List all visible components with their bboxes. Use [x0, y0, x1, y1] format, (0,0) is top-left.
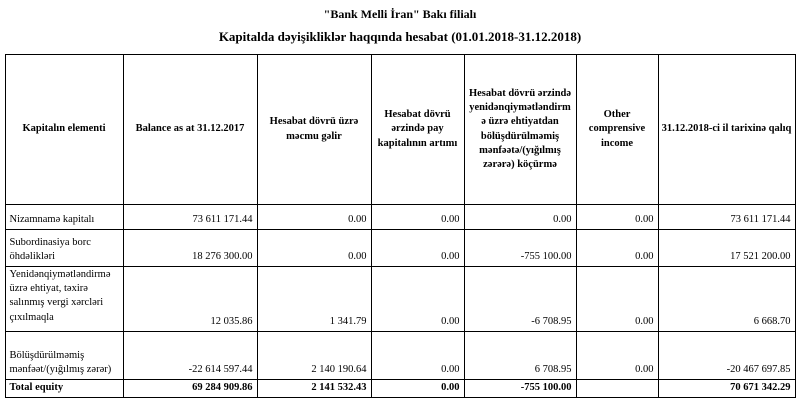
table-row-retained-earnings	[5, 332, 795, 380]
cell-value: 18 276 300.00	[123, 230, 257, 267]
cell-value: -6 708.95	[464, 267, 576, 332]
col-header-other-comprehensive-income: Other comprensive income	[576, 55, 658, 205]
col-header-capital-element: Kapitalın elementi	[5, 55, 123, 205]
col-header-total-income: Hesabat dövrü üzrə məcmu gəlir	[257, 55, 371, 205]
cell-value	[576, 380, 658, 398]
capital-changes-table	[5, 54, 796, 398]
cell-value: 0.00	[371, 380, 464, 398]
cell-value: 17 521 200.00	[658, 230, 795, 267]
bank-name-title: "Bank Melli İran" Bakı filialı	[323, 7, 477, 21]
col-header-share-capital-increase: Hesabat dövrü ərzində pay kapitalının artımı	[371, 55, 464, 205]
row-label: Bölüşdürülməmiş mənfəət/(yığılmış zərər)	[5, 332, 123, 380]
cell-value: 12 035.86	[123, 267, 257, 332]
row-label: Nizamnamə kapitalı	[5, 205, 123, 230]
cell-value: 73 611 171.44	[123, 205, 257, 230]
cell-value: -20 467 697.85	[658, 332, 795, 380]
table-row-charter-capital	[5, 205, 795, 230]
cell-value: 0.00	[576, 332, 658, 380]
cell-value: 0.00	[464, 205, 576, 230]
cell-value: 0.00	[371, 267, 464, 332]
cell-value: 0.00	[371, 230, 464, 267]
row-label: Subordinasiya borc öhdəlikləri	[5, 230, 123, 267]
cell-value: 6 668.70	[658, 267, 795, 332]
table-row-subordinated-debt	[5, 230, 795, 267]
cell-value: 0.00	[371, 205, 464, 230]
cell-value: 0.00	[576, 267, 658, 332]
cell-value: 69 284 909.86	[123, 380, 257, 398]
cell-value: -755 100.00	[464, 230, 576, 267]
col-header-balance-2017: Balance as at 31.12.2017	[123, 55, 257, 205]
cell-value: 73 611 171.44	[658, 205, 795, 230]
cell-value: 1 341.79	[257, 267, 371, 332]
cell-value: 0.00	[257, 205, 371, 230]
cell-value: 0.00	[576, 230, 658, 267]
report-title: Kapitalda dəyişikliklər haqqında hesabat (01.01.2018-31.12.2018)	[218, 29, 582, 44]
table-row-total-equity	[5, 380, 795, 398]
cell-value: -755 100.00	[464, 380, 576, 398]
col-header-balance-2018: 31.12.2018-ci il tarixinə qalıq	[658, 55, 795, 205]
cell-value: 0.00	[576, 205, 658, 230]
table-header-row	[5, 55, 795, 205]
cell-value: 0.00	[371, 332, 464, 380]
row-label: Yenidənqiymətləndirmə üzrə ehtiyat, təxirə salınmış vergi xərcləri çıxılmaqla	[5, 267, 123, 332]
cell-value: 2 141 532.43	[257, 380, 371, 398]
col-header-revaluation-transfer: Hesabat dövrü ərzində yenidənqiymətləndirmə üzrə ehtiyatdan bölüşdürülməmiş mənfəətə/(yığılmış zərərə) köçürmə	[464, 55, 576, 205]
table-row-revaluation-reserve	[5, 267, 795, 332]
row-label: Total equity	[5, 380, 123, 398]
cell-value: 0.00	[257, 230, 371, 267]
report-header	[0, 0, 800, 45]
cell-value: 70 671 342.29	[658, 380, 795, 398]
cell-value: -22 614 597.44	[123, 332, 257, 380]
cell-value: 6 708.95	[464, 332, 576, 380]
cell-value: 2 140 190.64	[257, 332, 371, 380]
